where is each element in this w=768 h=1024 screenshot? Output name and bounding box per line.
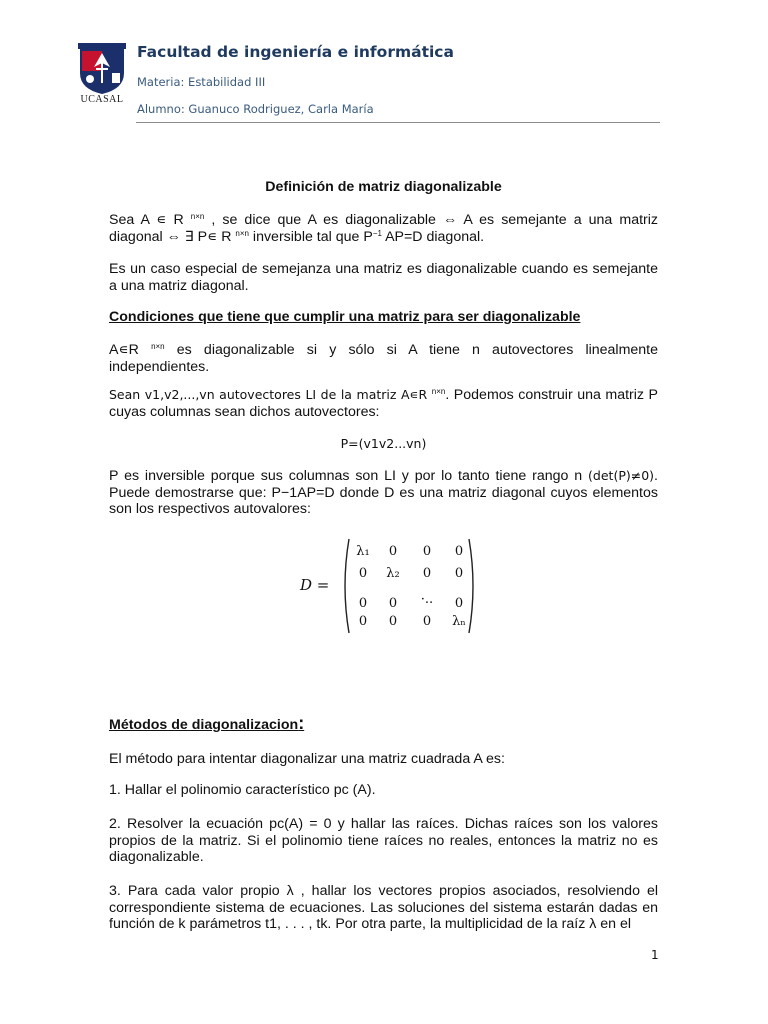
matrix-cell: 0 (388, 544, 398, 559)
definition-paragraph: Sea A ∊ R $^{n\times n}$ , se dice que A es diagonalizable ⇔ A es semejante a una matriz diagonal ⇔ ∃ P∊ R $^{n\times n}$ inversible tal que $P^{-1}$ AP=D diagonal. (109, 212, 658, 245)
student-line: Alumno: Guanuco Rodriguez, Carla María (137, 102, 374, 116)
matrix-cell: 0 (358, 596, 368, 611)
matrix-cell: 0 (454, 544, 464, 559)
document-title: Definición de matriz diagonalizable (265, 179, 502, 195)
matrix-label: D = (300, 576, 330, 594)
conditions-heading: Condiciones que tiene que cumplir una matriz para ser diagonalizable (109, 309, 581, 325)
matrix-grid (348, 540, 478, 634)
faculty-title: Facultad de ingeniería e informática (137, 43, 454, 61)
matrix-cell: 0 (454, 566, 464, 581)
p-matrix-formula: P=(v1v2...vn) (340, 436, 427, 451)
matrix-cell: 0 (422, 544, 432, 559)
matrix-cell: 0 (388, 596, 398, 611)
matrix-cell: λₙ (452, 614, 466, 629)
matrix-cell: 0 (422, 566, 432, 581)
matrix-cell: 0 (358, 566, 368, 581)
matrix-cell: 0 (454, 596, 464, 611)
subject-line: Materia: Estabilidad III (137, 75, 266, 89)
invertible-paragraph: P es inversible porque sus columnas son LI y por lo tanto tiene rango n (det(P)≠0). Puede demostrarse que: P−1AP=D donde D es una matriz diagonal cuyos elementos son los respectivos autovalores: (109, 468, 658, 517)
step-2: 2. Resolver la ecuación pc(A) = 0 y hallar las raíces. Dichas raíces son los valores propios de la matriz. Si el polinomio tiene raíces no reales, entonces la matriz no es diagonalizable. (109, 816, 658, 865)
methods-heading: Métodos de diagonalizacion: (109, 713, 305, 733)
special-case-paragraph: Es un caso especial de semejanza una matriz es diagonalizable cuando es semejante a una matriz diagonal. (109, 261, 658, 294)
matrix-cell: λ₁ (356, 544, 370, 559)
eigenvectors-paragraph: Sean v1,v2,...,vn autovectores LI de la matriz A∊R $^{n\times n}$. Podemos construir una matriz P cuyas columnas sean dichos autovectores: (109, 387, 659, 420)
matrix-cell: 0 (422, 614, 432, 629)
matrix-cell: ·.. (420, 592, 434, 607)
condition-paragraph: A∊R $^{n\times n}$ es diagonalizable si y sólo si A tiene n autovectores linealmente independientes. (109, 342, 659, 375)
step-1: 1. Hallar el polinomio característico pc (A). (109, 782, 376, 798)
matrix-cell: 0 (358, 614, 368, 629)
header-divider (136, 122, 660, 123)
matrix-cell: 0 (388, 614, 398, 629)
page-number: 1 (651, 948, 659, 962)
step-3: 3. Para cada valor propio λ , hallar los vectores propios asociados, resolviendo el correspondiente sistema de ecuaciones. Las soluciones del sistema estarán dadas en función de k parámetros t1, . . . , tk. Por otra parte, la multiplicidad de la raíz λ en el (109, 883, 658, 932)
method-intro: El método para intentar diagonalizar una matriz cuadrada A es: (109, 751, 505, 767)
logo-text: UCASAL (80, 94, 124, 105)
university-logo (78, 43, 126, 101)
diagonal-matrix (300, 538, 490, 638)
matrix-cell: λ₂ (386, 566, 400, 581)
